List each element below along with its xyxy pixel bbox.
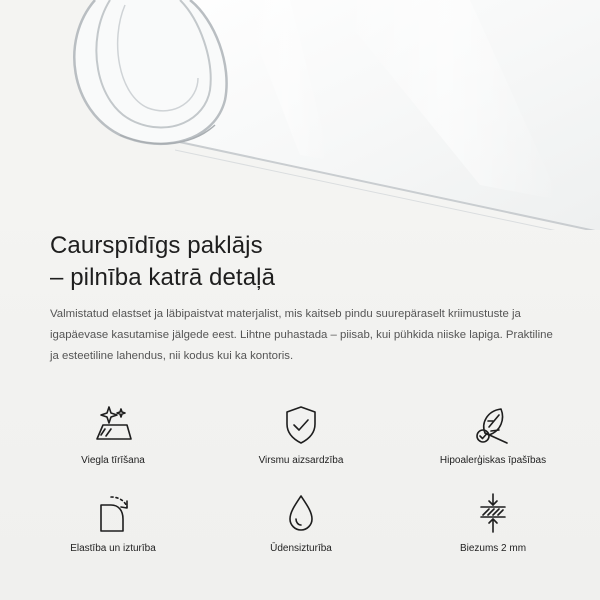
feature-thickness bbox=[413, 491, 573, 555]
product-description: Valmistatud elastset ja läbipaistvat materjalist, mis kaitseb pindu suurepäraselt kriimustuste ja igapäevase kasutamise jälgede eest. Lihtne puhastada – piisab, kui pühkida niiske lapiga. Praktiline ja esteetiline lahendus, nii kodus kui ka kontoris. bbox=[50, 308, 553, 362]
shield-check-icon bbox=[279, 403, 323, 447]
feature-hypoallergenic bbox=[413, 403, 573, 467]
feature-elasticity bbox=[33, 491, 193, 555]
feature-label: Hipoalerģiskas īpašības bbox=[439, 455, 547, 466]
feature-surface-protection bbox=[221, 403, 381, 467]
headline-line-1: Caurspīdīgs paklājs bbox=[50, 232, 263, 259]
feature-label: Ūdensizturība bbox=[270, 543, 332, 554]
feature-label: Elastība un izturība bbox=[70, 543, 156, 554]
rolled-mat-image bbox=[0, 0, 600, 230]
feature-water-resistance bbox=[221, 491, 381, 555]
feature-grid bbox=[0, 395, 600, 575]
feature-label: Virsmu aizsardzība bbox=[258, 455, 344, 466]
thickness-icon bbox=[471, 491, 515, 535]
feature-label: Viegla tīrīšana bbox=[81, 455, 145, 466]
water-drop-icon bbox=[279, 491, 323, 535]
bend-arrow-icon bbox=[91, 491, 135, 535]
feature-label: Biezums 2 mm bbox=[459, 543, 527, 554]
headline bbox=[50, 230, 275, 294]
headline-line-2: – pilnība katrā detaļā bbox=[50, 264, 276, 291]
sparkle-surface-icon bbox=[91, 403, 135, 447]
feature-easy-cleaning bbox=[33, 403, 193, 467]
feather-check-icon bbox=[471, 403, 515, 447]
